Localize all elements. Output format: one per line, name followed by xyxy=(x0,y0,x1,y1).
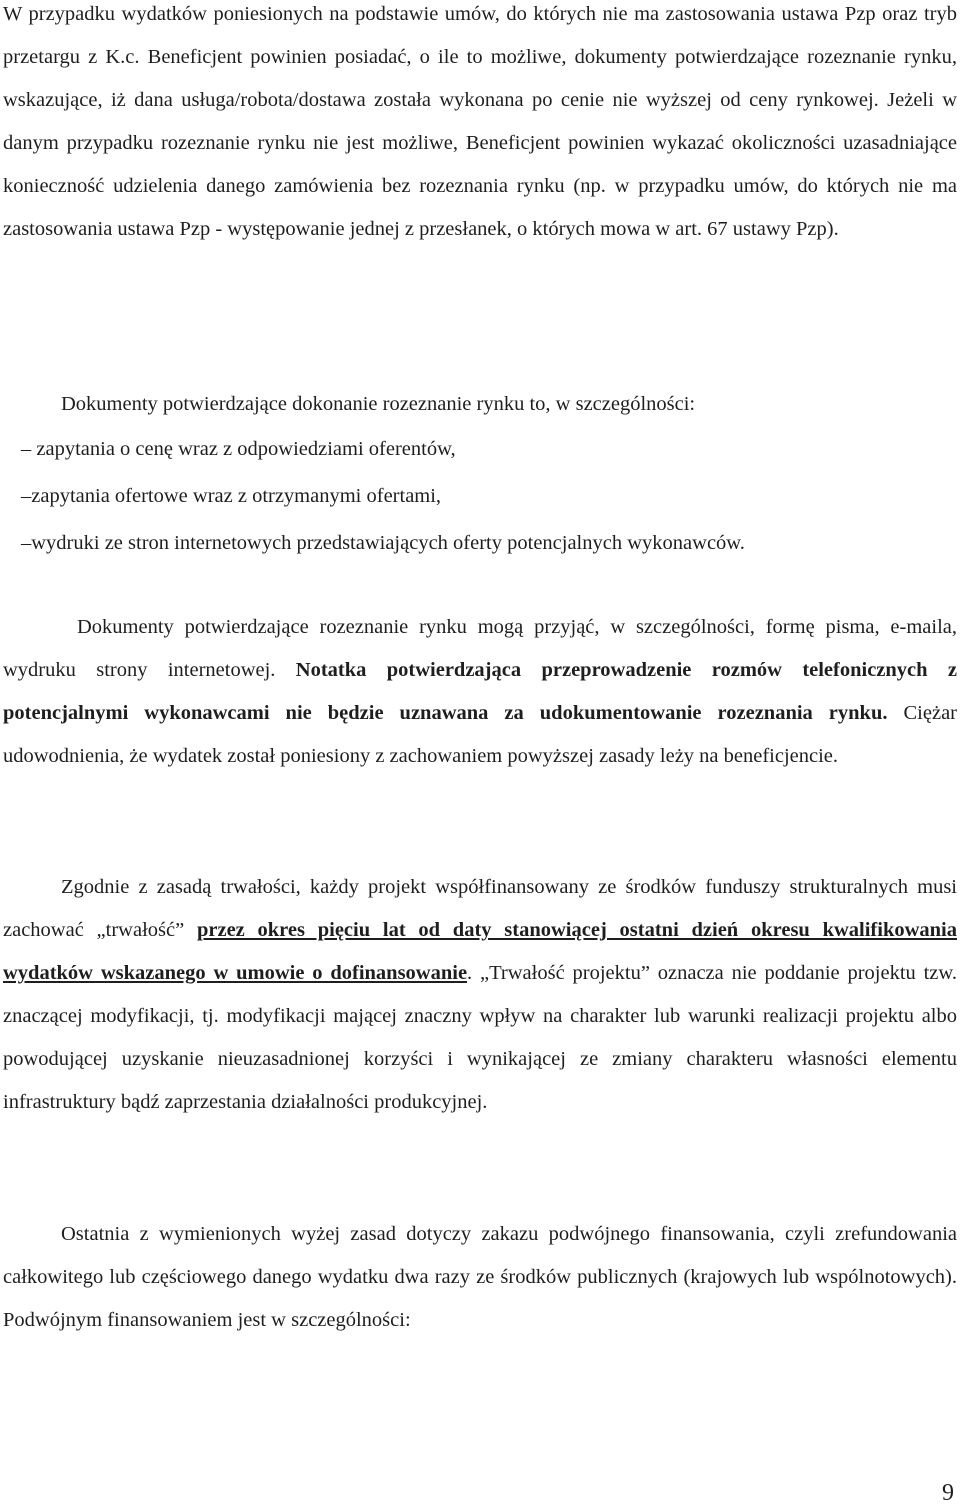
page-number: 9 xyxy=(942,1480,954,1506)
bold-notice: Notatka potwierdzająca przeprowadzenie rozmów telefonicznych z potencjalnymi wykonawcami nie będzie uznawana za udokumentowanie rozeznania rynku. xyxy=(3,659,958,724)
text-run: . „Trwałość projektu” oznacza nie poddanie projektu tzw. znaczącej modyfikacji, tj. modyfikacji mającej znaczny wpływ na charakter lub warunki realizacji projektu albo powodującej uzyskanie nieuzasadnionej korzyści i wynikającej ze zmiany charakteru własności elementu infrastruktury bądź zaprzestania działalności produkcyjnej. xyxy=(3,962,957,1113)
list-item: –wydruki ze stron internetowych przedstawiających oferty potencjalnych wykonawców. xyxy=(21,532,745,554)
text-run: Ciężar udowodnienia, że wydatek został poniesiony z zachowaniem powyższej zasady leży na beneficjencie. xyxy=(3,702,957,767)
paragraph-documents-list xyxy=(3,383,957,567)
paragraph-double-financing: Ostatnia z wymienionych wyżej zasad dotyczy zakazu podwójnego finansowania, czyli zrefundowania całkowitego lub częściowego danego wydatku dwa razy ze środków publicznych (krajowych lub wspólnotowych). Podwójnym finansowaniem jest w szczególności: xyxy=(3,1223,957,1331)
underlined-period: przez okres pięciu lat od daty stanowiącej ostatni dzień okresu kwalifikowania wydatków wskazanego w umowie o dofinansowanie xyxy=(3,919,957,984)
text-run: Dokumenty potwierdzające rozeznanie rynku mogą przyjąć, w szczególności, formę pisma, e-maila, wydruku strony internetowej. xyxy=(3,616,957,681)
list-item: –zapytania ofertowe wraz z otrzymanymi ofertami, xyxy=(21,485,442,507)
paragraph-market-research: W przypadku wydatków poniesionych na podstawie umów, do których nie ma zastosowania ustawa Pzp oraz tryb przetargu z K.c. Beneficjent powinien posiadać, o ile to możliwe, dokumenty potwierdzające rozeznanie rynku, wskazujące, iż dana usługa/robota/dostawa została wykonana po cenie nie wyższej od ceny rynkowej. Jeżeli w danym przypadku rozeznanie rynku nie jest możliwe, Beneficjent powinien wykazać okoliczności uzasadniające konieczność udzielenia danego zamówienia bez rozeznania rynku (np. w przypadku umów, do których nie ma zastosowania ustawa Pzp - występowanie jednej z przesłanek, o których mowa w art. 67 ustawy Pzp). xyxy=(3,3,957,240)
text-run: Zgodnie z zasadą trwałości, każdy projekt współfinansowany ze środków funduszy strukturalnych musi zachować „trwałość” xyxy=(3,876,957,941)
list-item: – zapytania o cenę wraz z odpowiedziami oferentów, xyxy=(21,438,456,460)
paragraph-document-forms xyxy=(3,606,957,778)
paragraph-durability xyxy=(3,866,957,1124)
list-intro: Dokumenty potwierdzające dokonanie rozeznanie rynku to, w szczególności: xyxy=(61,393,696,415)
